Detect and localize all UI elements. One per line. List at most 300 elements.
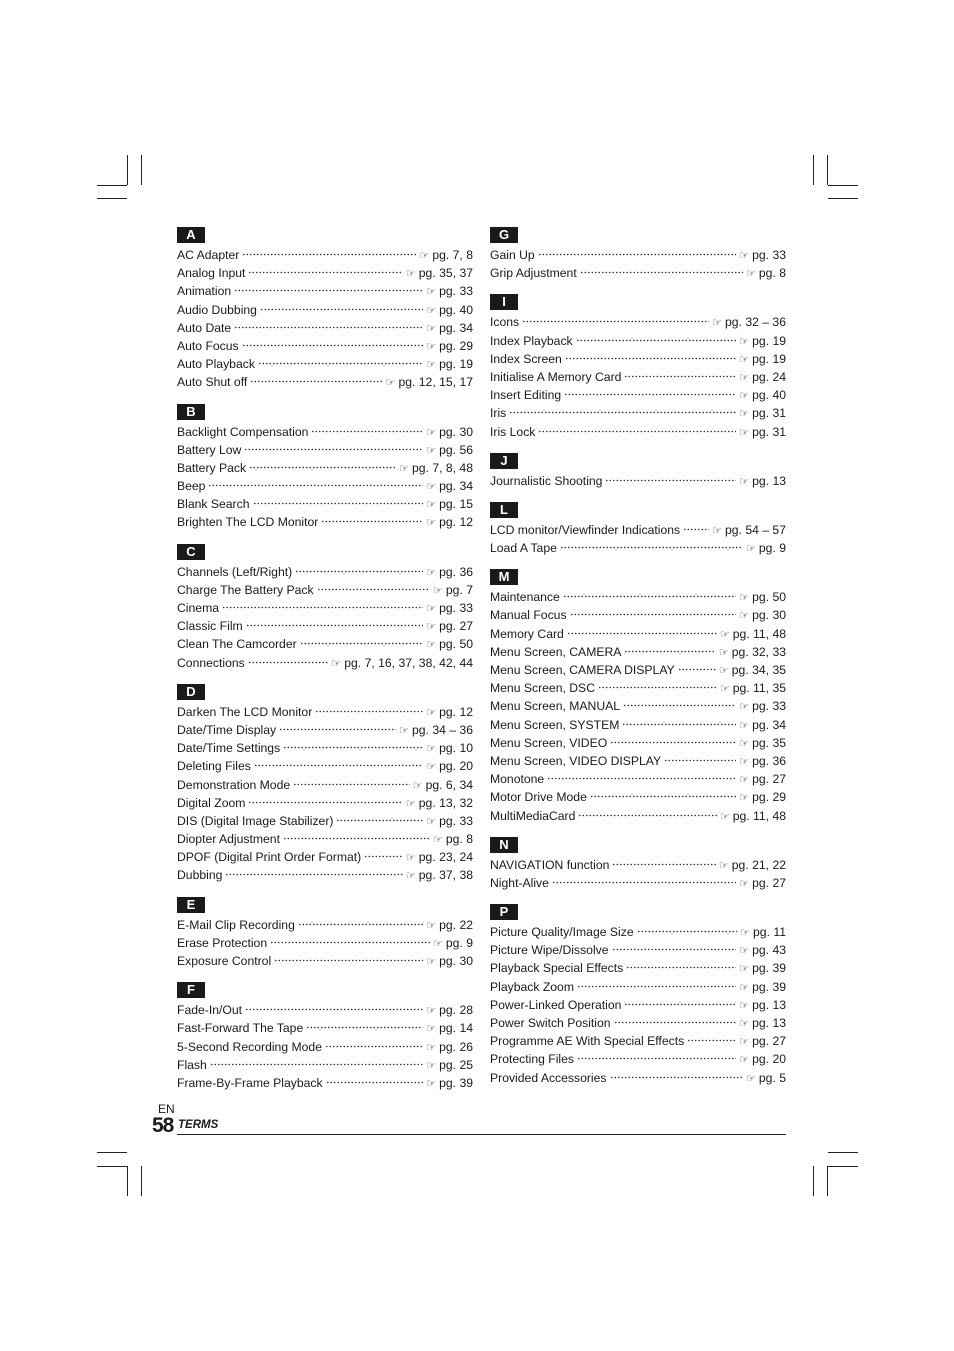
index-entry bbox=[177, 515, 473, 533]
page-reference-text: pg. 29 bbox=[752, 790, 786, 805]
page-reference-text: pg. 35 bbox=[752, 735, 786, 750]
pointing-hand-icon: ☞ bbox=[405, 268, 416, 281]
pointing-hand-icon: ☞ bbox=[412, 779, 423, 792]
dot-leader bbox=[522, 320, 709, 323]
index-entry bbox=[490, 1052, 786, 1070]
index-entry bbox=[490, 961, 786, 979]
page-reference-text: pg. 43 bbox=[752, 943, 786, 958]
dot-leader bbox=[612, 948, 737, 951]
page-reference bbox=[739, 406, 786, 420]
page-reference bbox=[399, 723, 473, 737]
page-reference-text: pg. 35, 37 bbox=[418, 266, 473, 281]
page-reference bbox=[426, 759, 473, 773]
pointing-hand-icon: ☞ bbox=[739, 475, 750, 488]
pointing-hand-icon: ☞ bbox=[718, 646, 729, 659]
page-reference bbox=[739, 754, 786, 768]
page-reference-text: pg. 32 – 36 bbox=[725, 315, 786, 330]
pointing-hand-icon: ☞ bbox=[746, 1072, 756, 1085]
pointing-hand-icon: ☞ bbox=[739, 371, 750, 384]
index-entry bbox=[177, 565, 473, 583]
section-letter: D bbox=[177, 684, 205, 700]
pointing-hand-icon: ☞ bbox=[426, 815, 437, 828]
index-entry bbox=[177, 637, 473, 655]
entry-term: Memory Card bbox=[490, 626, 564, 641]
pointing-hand-icon: ☞ bbox=[426, 426, 437, 439]
dot-leader bbox=[208, 484, 423, 487]
page-reference-text: pg. 11, 48 bbox=[732, 626, 786, 641]
page-reference bbox=[739, 998, 786, 1012]
entry-term: Connections bbox=[177, 655, 245, 670]
page-reference bbox=[406, 850, 473, 864]
pointing-hand-icon: ☞ bbox=[426, 322, 437, 335]
dot-leader bbox=[283, 746, 423, 749]
pointing-hand-icon: ☞ bbox=[426, 499, 437, 512]
index-entry bbox=[177, 1058, 473, 1076]
index-entry bbox=[177, 248, 473, 266]
dot-leader bbox=[624, 1003, 736, 1006]
dot-leader bbox=[274, 959, 423, 962]
page-reference bbox=[426, 425, 473, 439]
page-reference-text: pg. 14 bbox=[439, 1021, 473, 1036]
page-reference bbox=[426, 1040, 473, 1054]
page-reference bbox=[746, 1071, 786, 1085]
page-reference bbox=[739, 718, 786, 732]
page-reference-text: pg. 27 bbox=[752, 1034, 786, 1049]
page-reference-text: pg. 24 bbox=[752, 369, 786, 384]
page-reference bbox=[399, 461, 473, 475]
index-entry bbox=[490, 699, 786, 717]
entry-term: Provided Accessories bbox=[490, 1070, 607, 1085]
index-entry bbox=[177, 497, 473, 515]
page-reference-text: pg. 26 bbox=[439, 1039, 473, 1054]
entry-term: Digital Zoom bbox=[177, 795, 246, 810]
page-reference bbox=[426, 637, 473, 651]
dot-leader bbox=[300, 642, 424, 645]
entry-term: MultiMediaCard bbox=[490, 808, 576, 823]
dot-leader bbox=[560, 546, 743, 549]
index-entry bbox=[177, 339, 473, 357]
section-letter: B bbox=[177, 404, 205, 420]
index-entry bbox=[177, 357, 473, 375]
page-reference bbox=[426, 321, 473, 335]
pointing-hand-icon: ☞ bbox=[746, 268, 756, 281]
index-section bbox=[490, 903, 786, 1089]
index-entry bbox=[177, 303, 473, 321]
page-reference bbox=[433, 832, 473, 846]
page-reference-text: pg. 11, 35 bbox=[732, 681, 786, 696]
entry-term: Charge The Battery Pack bbox=[177, 582, 314, 597]
dot-leader bbox=[614, 1021, 737, 1024]
index-entry bbox=[177, 375, 473, 393]
index-entry bbox=[490, 980, 786, 998]
page-reference-text: pg. 39 bbox=[439, 1075, 473, 1090]
dot-leader bbox=[242, 344, 424, 347]
dot-leader bbox=[295, 570, 423, 573]
dot-leader bbox=[678, 668, 716, 671]
index-entry bbox=[177, 601, 473, 619]
index-entry bbox=[490, 858, 786, 876]
index-entry bbox=[490, 718, 786, 736]
pointing-hand-icon: ☞ bbox=[739, 353, 750, 366]
dot-leader bbox=[598, 686, 717, 689]
section-letter: G bbox=[490, 227, 518, 243]
index-section bbox=[177, 543, 473, 674]
page-reference-text: pg. 22 bbox=[439, 917, 473, 932]
section-title: TERMS bbox=[178, 1119, 219, 1131]
page-reference bbox=[739, 1034, 786, 1048]
page-reference bbox=[426, 339, 473, 353]
pointing-hand-icon: ☞ bbox=[739, 408, 750, 421]
page-reference-text: pg. 9 bbox=[758, 541, 786, 556]
entry-term: Brighten The LCD Monitor bbox=[177, 515, 319, 530]
index-entry bbox=[177, 868, 473, 886]
index-entry bbox=[490, 248, 786, 266]
pointing-hand-icon: ☞ bbox=[719, 683, 730, 696]
page-reference-text: pg. 7, 8, 48 bbox=[412, 460, 473, 475]
page-reference bbox=[739, 474, 786, 488]
dot-leader bbox=[270, 941, 430, 944]
page-reference-text: pg. 28 bbox=[439, 1003, 473, 1018]
page-reference-text: pg. 34 bbox=[752, 717, 786, 732]
page-reference-text: pg. 12 bbox=[439, 704, 473, 719]
index-section bbox=[490, 452, 786, 492]
pointing-hand-icon: ☞ bbox=[718, 859, 729, 872]
index-entry bbox=[490, 790, 786, 808]
dot-leader bbox=[624, 650, 716, 653]
dot-leader bbox=[242, 253, 416, 256]
page-reference-text: pg. 37, 38 bbox=[418, 868, 473, 883]
index-entry bbox=[490, 663, 786, 681]
section-letter: A bbox=[177, 227, 205, 243]
dot-leader bbox=[664, 759, 736, 762]
pointing-hand-icon: ☞ bbox=[405, 852, 416, 865]
entry-term: Exposure Control bbox=[177, 954, 272, 968]
pointing-hand-icon: ☞ bbox=[739, 999, 750, 1012]
page-reference bbox=[433, 583, 473, 597]
page-reference bbox=[719, 858, 786, 872]
entry-term: Monotone bbox=[490, 772, 545, 787]
index-entry bbox=[177, 723, 473, 741]
pointing-hand-icon: ☞ bbox=[746, 543, 756, 556]
index-entry bbox=[177, 936, 473, 954]
entry-term: Date/Time Settings bbox=[177, 741, 281, 756]
index-section bbox=[177, 683, 473, 887]
pointing-hand-icon: ☞ bbox=[426, 761, 437, 774]
entry-term: Power-Linked Operation bbox=[490, 997, 622, 1012]
dot-leader bbox=[293, 783, 410, 786]
section-letter: F bbox=[177, 982, 205, 998]
dot-leader bbox=[321, 520, 423, 523]
page-reference-text: pg. 7, 16, 37, 38, 42, 44 bbox=[344, 655, 473, 670]
pointing-hand-icon: ☞ bbox=[405, 797, 416, 810]
dot-leader bbox=[552, 881, 736, 884]
page-reference-text: pg. 27 bbox=[439, 619, 473, 634]
entry-term: Night-Alive bbox=[490, 875, 549, 890]
index-entry bbox=[177, 619, 473, 637]
dot-leader bbox=[326, 1081, 424, 1084]
pointing-hand-icon: ☞ bbox=[331, 657, 342, 670]
page-reference-text: pg. 8 bbox=[445, 832, 473, 847]
entry-term: Fast-Forward The Tape bbox=[177, 1021, 304, 1036]
dot-leader bbox=[258, 362, 423, 365]
page-reference-text: pg. 34 bbox=[439, 479, 473, 494]
page-reference bbox=[739, 388, 786, 402]
page-reference bbox=[739, 961, 786, 975]
entry-term: Cinema bbox=[177, 601, 219, 615]
pointing-hand-icon: ☞ bbox=[739, 592, 750, 605]
pointing-hand-icon: ☞ bbox=[426, 444, 437, 457]
page-reference bbox=[386, 375, 473, 389]
index-section bbox=[490, 836, 786, 894]
entry-term: E-Mail Clip Recording bbox=[177, 917, 295, 932]
pointing-hand-icon: ☞ bbox=[739, 701, 750, 714]
page-reference bbox=[739, 980, 786, 994]
entry-term: Demonstration Mode bbox=[177, 777, 291, 792]
entry-term: Iris Lock bbox=[490, 424, 536, 439]
dot-leader bbox=[210, 1063, 423, 1066]
page-reference-text: pg. 12 bbox=[439, 515, 473, 530]
page-reference bbox=[712, 523, 786, 537]
pointing-hand-icon: ☞ bbox=[426, 566, 437, 579]
page-reference-text: pg. 7, 8 bbox=[432, 248, 473, 262]
entry-term: Menu Screen, DSC bbox=[490, 681, 595, 696]
page-reference bbox=[426, 619, 473, 633]
dot-leader bbox=[683, 528, 709, 531]
index-entry bbox=[490, 590, 786, 608]
pointing-hand-icon: ☞ bbox=[433, 584, 443, 597]
page-reference bbox=[426, 303, 473, 317]
page-reference bbox=[426, 1021, 473, 1035]
entry-term: Dubbing bbox=[177, 868, 223, 883]
dot-leader bbox=[325, 1045, 423, 1048]
pointing-hand-icon: ☞ bbox=[385, 377, 396, 390]
dot-leader bbox=[254, 764, 423, 767]
page-reference bbox=[426, 814, 473, 828]
dot-leader bbox=[245, 1008, 423, 1011]
dot-leader bbox=[590, 795, 736, 798]
pointing-hand-icon: ☞ bbox=[739, 792, 750, 805]
page-reference-text: pg. 13 bbox=[752, 473, 786, 488]
page-reference-text: pg. 13, 32 bbox=[418, 795, 473, 810]
pointing-hand-icon: ☞ bbox=[426, 517, 437, 530]
page-reference-text: pg. 30 bbox=[439, 424, 473, 439]
page-reference-text: pg. 21, 22 bbox=[731, 857, 786, 872]
page-reference-text: pg. 11, 48 bbox=[732, 808, 786, 823]
pointing-hand-icon: ☞ bbox=[426, 286, 437, 299]
dot-leader bbox=[222, 606, 423, 609]
entry-term: Maintenance bbox=[490, 590, 560, 605]
page-reference bbox=[712, 315, 786, 329]
index-entry bbox=[177, 918, 473, 936]
dot-leader bbox=[253, 502, 424, 505]
pointing-hand-icon: ☞ bbox=[433, 937, 443, 950]
entry-term: Audio Dubbing bbox=[177, 302, 257, 317]
index-section bbox=[177, 403, 473, 534]
index-entry bbox=[490, 925, 786, 943]
index-entry bbox=[177, 284, 473, 302]
index-entry bbox=[490, 876, 786, 894]
dot-leader bbox=[317, 588, 430, 591]
index-section bbox=[177, 226, 473, 394]
dot-leader bbox=[248, 271, 402, 274]
page-reference-text: pg. 23, 24 bbox=[418, 850, 473, 865]
page-reference-text: pg. 36 bbox=[752, 753, 786, 768]
entry-term: Date/Time Display bbox=[177, 722, 277, 737]
page-reference bbox=[739, 334, 786, 348]
index-entry bbox=[490, 943, 786, 961]
entry-term: Erase Protection bbox=[177, 935, 268, 950]
page-reference-text: pg. 33 bbox=[752, 248, 786, 262]
page-reference bbox=[426, 284, 473, 298]
entry-term: Channels (Left/Right) bbox=[177, 564, 293, 579]
dot-leader bbox=[622, 723, 736, 726]
pointing-hand-icon: ☞ bbox=[719, 810, 730, 823]
entry-term: DIS (Digital Image Stabilizer) bbox=[177, 813, 334, 828]
page-reference-text: pg. 54 – 57 bbox=[725, 522, 786, 537]
page-reference bbox=[433, 936, 473, 950]
entry-term: Auto Shut off bbox=[177, 375, 248, 390]
page-reference bbox=[426, 479, 473, 493]
dot-leader bbox=[538, 253, 737, 256]
page-reference bbox=[426, 443, 473, 457]
pointing-hand-icon: ☞ bbox=[426, 603, 437, 615]
index-entry bbox=[177, 832, 473, 850]
pointing-hand-icon: ☞ bbox=[426, 481, 437, 494]
entry-term: Menu Screen, VIDEO DISPLAY bbox=[490, 753, 662, 768]
index-entry bbox=[490, 1034, 786, 1052]
index-entry bbox=[490, 315, 786, 333]
section-letter: L bbox=[490, 502, 518, 518]
pointing-hand-icon: ☞ bbox=[426, 706, 437, 719]
entry-term: Frame-By-Frame Playback bbox=[177, 1075, 323, 1090]
pointing-hand-icon: ☞ bbox=[426, 1059, 437, 1072]
entry-term: Blank Search bbox=[177, 497, 250, 512]
dot-leader bbox=[567, 632, 717, 635]
index-entry bbox=[177, 814, 473, 832]
page-reference-text: pg. 5 bbox=[758, 1070, 786, 1085]
page-reference bbox=[719, 645, 786, 659]
entry-term: NAVIGATION function bbox=[490, 857, 610, 872]
index-entry bbox=[490, 627, 786, 645]
entry-term: Auto Playback bbox=[177, 357, 255, 372]
index-entry bbox=[177, 321, 473, 339]
pointing-hand-icon: ☞ bbox=[426, 304, 437, 317]
index-entry bbox=[490, 809, 786, 827]
page-reference bbox=[426, 515, 473, 529]
page-number: 58 bbox=[152, 1114, 174, 1137]
page-reference bbox=[746, 266, 786, 280]
page-reference-text: pg. 27 bbox=[752, 772, 786, 787]
dot-leader bbox=[610, 1076, 744, 1079]
page-reference bbox=[426, 1076, 473, 1090]
index-entry bbox=[177, 1021, 473, 1039]
page-reference bbox=[426, 741, 473, 755]
dot-leader bbox=[248, 801, 403, 804]
index-entry bbox=[177, 443, 473, 461]
pointing-hand-icon: ☞ bbox=[426, 1077, 437, 1090]
footer-divider bbox=[177, 1134, 786, 1135]
page-reference-text: pg. 8 bbox=[758, 266, 786, 281]
page-reference-text: pg. 25 bbox=[439, 1057, 473, 1072]
page-reference-text: pg. 31 bbox=[752, 424, 786, 439]
pointing-hand-icon: ☞ bbox=[419, 250, 430, 262]
page-reference bbox=[426, 705, 473, 719]
page-reference-text: pg. 27 bbox=[752, 875, 786, 890]
index-entry bbox=[490, 608, 786, 626]
page-reference-text: pg. 12, 15, 17 bbox=[398, 375, 473, 390]
index-entry bbox=[490, 388, 786, 406]
entry-term: DPOF (Digital Print Order Format) bbox=[177, 850, 362, 865]
page-reference bbox=[739, 1016, 786, 1030]
index-section bbox=[177, 981, 473, 1094]
entry-term: Auto Date bbox=[177, 320, 232, 335]
pointing-hand-icon: ☞ bbox=[426, 1041, 437, 1054]
page-reference bbox=[746, 541, 786, 555]
page-reference-text: pg. 40 bbox=[439, 302, 473, 317]
pointing-hand-icon: ☞ bbox=[739, 426, 750, 439]
index-section bbox=[490, 293, 786, 442]
page-reference bbox=[739, 425, 786, 439]
pointing-hand-icon: ☞ bbox=[739, 877, 750, 890]
page-reference bbox=[720, 681, 786, 695]
entry-term: Manual Focus bbox=[490, 608, 567, 623]
dot-leader bbox=[283, 837, 430, 840]
index-entry bbox=[177, 954, 473, 972]
pointing-hand-icon: ☞ bbox=[739, 755, 750, 768]
dot-leader bbox=[577, 1057, 736, 1060]
entry-term: Battery Low bbox=[177, 442, 242, 457]
dot-leader bbox=[244, 448, 423, 451]
entry-term: Battery Pack bbox=[177, 460, 247, 475]
pointing-hand-icon: ☞ bbox=[426, 639, 437, 652]
dot-leader bbox=[564, 393, 736, 396]
entry-term: Power Switch Position bbox=[490, 1016, 611, 1030]
page-reference-text: pg. 33 bbox=[439, 601, 473, 615]
index-entry bbox=[177, 479, 473, 497]
page-reference bbox=[426, 1003, 473, 1017]
dot-leader bbox=[250, 380, 382, 383]
page-reference bbox=[740, 925, 786, 939]
page-reference-text: pg. 13 bbox=[752, 997, 786, 1012]
page-reference bbox=[426, 1058, 473, 1072]
index-section bbox=[490, 501, 786, 559]
page-reference-text: pg. 9 bbox=[445, 935, 473, 950]
pointing-hand-icon: ☞ bbox=[712, 524, 722, 537]
page-reference-text: pg. 30 bbox=[439, 954, 473, 968]
page-reference bbox=[739, 699, 786, 713]
entry-term: LCD monitor/Viewfinder Indications bbox=[490, 522, 681, 537]
page-reference-text: pg. 50 bbox=[752, 590, 786, 605]
page-reference-text: pg. 39 bbox=[752, 979, 786, 994]
page-reference-text: pg. 33 bbox=[439, 284, 473, 299]
page-reference bbox=[426, 497, 473, 511]
entry-term: Journalistic Shooting bbox=[490, 473, 603, 488]
page-reference bbox=[739, 608, 786, 622]
section-letter: J bbox=[490, 453, 518, 469]
page-reference bbox=[739, 943, 786, 957]
section-letter: I bbox=[490, 294, 518, 310]
page-reference bbox=[739, 1052, 786, 1066]
index-section bbox=[490, 226, 786, 284]
entry-term: Classic Film bbox=[177, 619, 243, 634]
pointing-hand-icon: ☞ bbox=[739, 1054, 750, 1067]
index-entry bbox=[177, 1040, 473, 1058]
index-entry bbox=[490, 352, 786, 370]
index-entry bbox=[490, 1071, 786, 1089]
page-reference bbox=[426, 954, 473, 968]
index-entry bbox=[490, 425, 786, 443]
pointing-hand-icon: ☞ bbox=[739, 610, 750, 623]
